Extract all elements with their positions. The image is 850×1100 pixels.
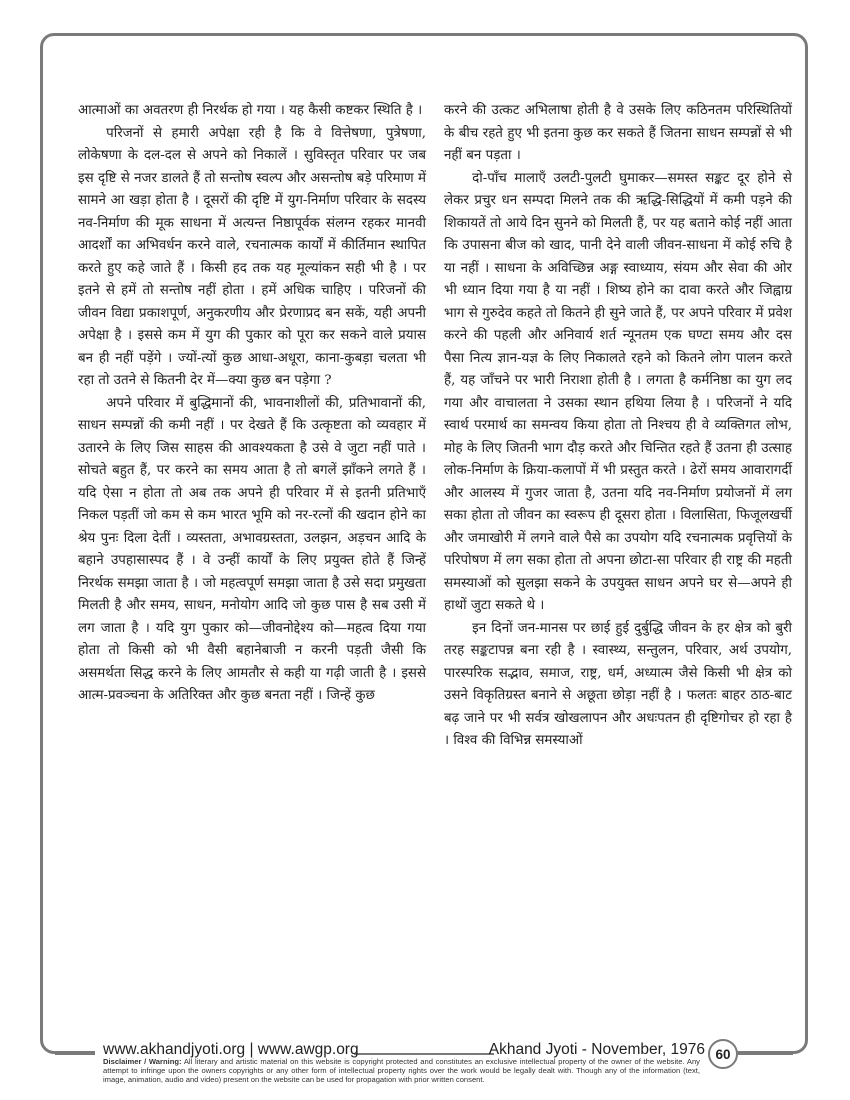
page-number-badge (708, 1039, 738, 1069)
paragraph: अपने परिवार में बुद्धिमानों की, भावनाशीलों की, प्रतिभावानों की, साधन सम्पन्नों की कमी नहीं । पर देखते हैं कि उत्कृष्टता को व्यवहार में उतारने के लिए जिस साहस की आवश्यकता है उसे वे जुटा नहीं पाते । सोचते बहुत हैं, पर करने का समय आता है तो बगलें झाँकने लगते हैं । यदि ऐसा न होता तो अब तक अपने ही परिवार में से इतनी प्रतिभाएँ निकल पड़तीं जो कम से कम भारत भूमि को नर-रत्नों की खदान होने का श्रेय पुनः दिला देतीं । व्यस्तता, अभावग्रस्तता, उलझन, अड़चन आदि के बहाने उपहासास्पद हैं । वे उन्हीं कार्यों के लिए प्रयुक्त होते हैं जिन्हें निरर्थक समझा जाता है । जो महत्वपूर्ण समझा जाता है उसे सदा प्रमुखता मिलती है और समय, साधन, मनोयोग आदि जो कुछ पास है सब उसी में लग जाता है । यदि युग पुकार को—जीवनोद्देश्य को—महत्व दिया गया होता तो किसी को भी वैसी बहानेबाजी न करनी पड़ती जैसी कि असमर्थता सिद्ध करने के लिए आमतौर से कही या गढ़ी जाती है । इससे आत्म-प्रवञ्चना के अतिरिक्त और कुछ बनता नहीं । जिन्हें कुछ (78, 395, 426, 703)
paragraph: इन दिनों जन-मानस पर छाई हुई दुर्बुद्धि जीवन के हर क्षेत्र को बुरी तरह सङ्कटापन्न बना रही है । स्वास्थ्य, सन्तुलन, परिवार, अर्थ उपयोग, पारस्परिक सद्भाव, समाज, राष्ट्र, धर्म, अध्यात्म जैसे किसी भी क्षेत्र को उसने विकृतिग्रस्त बनाने से अछूता छोड़ा नहीं है । फलतः बाहर ठाठ-बाट बढ़ जाने पर भी सर्वत्र खोखलापन और अधःपतन ही दृष्टिगोचर हो रहा है । विश्व की विभिन्न समस्याओं (444, 620, 792, 748)
paragraph: परिजनों से हमारी अपेक्षा रही है कि वे वित्तेषणा, पुत्रेषणा, लोकेषणा के दल-दल से अपने को निकालें । सुविस्तृत परिवार पर जब इस दृष्टि से नजर डालते हैं तो सन्तोष स्वल्प और असन्तोष बड़े परिमाण में सामने आ खड़ा होता है । दूसरों की दृष्टि में युग-निर्माण परिवार के सदस्य नव-निर्माण की मूक साधना में अत्यन्त निष्ठापूर्वक संलग्न रहकर मानवी आदर्शों का अभिवर्धन करने वाले, रचनात्मक कार्यों में कीर्तिमान स्थापित करते हुए कहे जाते हैं । किसी हद तक यह मूल्यांकन सही भी है । पर इतने से हमें तो सन्तोष नहीं होता । हमें अधिक चाहिए । परिजनों की जीवन विद्या प्रकाशपूर्ण, अनुकरणीय और प्रेरणाप्रद बन सकें, यही अपनी अपेक्षा है । इससे कम में युग की पुकार को पूरा कर सकने वाले प्रयास बन ही नहीं पड़ेंगे । ज्यों-त्यों कुछ आधा-अधूरा, काना-कुबड़ा चलता भी रहा तो उतने से कितनी देर में—क्या कुछ बन पड़ेगा ? (78, 125, 426, 388)
paragraph: दो-पाँच मालाएँ उलटी-पुलटी घुमाकर—समस्त सङ्कट दूर होने से लेकर प्रचुर धन सम्पदा मिलने तक की ऋद्धि-सिद्धियों में कमी पड़ने की शिकायतें तो आये दिन सुनने को मिलती हैं, पर यह बताने कोई नहीं आता कि उपासना बीज को खाद, पानी देने वाली जीवन-साधना में कोई रुचि है या नहीं । साधना के अविच्छिन्न अङ्ग स्वाध्याय, संयम और सेवा की ओर भी ध्यान दिया गया है या नहीं । शिष्य होने का दावा करते और जिह्वाग्र भाग से गुरुदेव कहते तो कितने ही सुने जाते हैं, पर अपने परिवार में प्रवेश करने की पहली और अनिवार्य शर्त न्यूनतम एक घण्टा समय और दस पैसा नित्य ज्ञान-यज्ञ के लिए निकालते रहने को कितने लोग पालन करते हैं, यह जाँचने पर भारी निराशा होती है । लगता है कर्मनिष्ठा का युग लद गया और वाचालता ने उसका स्थान हथिया लिया है । परिजनों ने यदि स्वार्थ परमार्थ का समन्वय किया होता तो निश्चय ही वे व्यक्तिगत लोभ, मोह के लिए जितनी भाग दौड़ करते और चिन्तित रहते हैं उतना ही उत्साह लोक-निर्माण के क्रिया-कलापों में भी प्रस्तुत करते । ढेरों समय आवारागर्दी और आलस्य में गुजर जाता है, उतना यदि नव-निर्माण प्रयोजनों में लग सका होता तो जीवन का स्वरूप ही दूसरा होता । विलासिता, फिजूलखर्ची और जमाखोरी में लगने वाले पैसे का उपयोग यदि रचनात्मक प्रवृत्तियों के परिपोषण में लग सका होता तो अपना छोटा-सा परिवार ही राष्ट्र की महती समस्याओं को सुलझा सकने के उपयुक्त साधन अपने घर से—अपने ही हाथों जुटा सकते थे । (444, 170, 792, 613)
disclaimer-text: All literary and artistic material on this website is copyright protected and constitutes an exclusive intellectual property of the owner of the website. Any attempt to infringe upon the owners copyrights or any other form of intellectual property rights over the work would be legally dealt with. Though any of the information (text, image, animation, audio and video) present on the website can be used for propagation with prior written consent. (103, 1057, 700, 1084)
right-column (444, 100, 792, 753)
left-column (78, 100, 426, 708)
footer-rule-middle (354, 1053, 494, 1055)
disclaimer-label: Disclaimer / Warning: (103, 1057, 182, 1066)
page-number: 60 (715, 1046, 731, 1062)
disclaimer (103, 1057, 700, 1084)
footer-rule-right (738, 1053, 793, 1055)
paragraph: आत्माओं का अवतरण ही निरर्थक हो गया । यह कैसी कष्टकर स्थिति है । (78, 103, 423, 118)
publication-title: Akhand Jyoti - November, 1976 (488, 1041, 705, 1058)
footer-rule-left (55, 1053, 95, 1055)
website-links[interactable]: www.akhandjyoti.org | www.awgp.org (103, 1041, 359, 1058)
paragraph: करने की उत्कट अभिलाषा होती है वे उसके लिए कठिनतम परिस्थितियों के बीच रहते हुए भी इतना कुछ कर सकते हैं जितना साधन सम्पन्नों से भी नहीं बन पड़ता । (444, 103, 792, 163)
